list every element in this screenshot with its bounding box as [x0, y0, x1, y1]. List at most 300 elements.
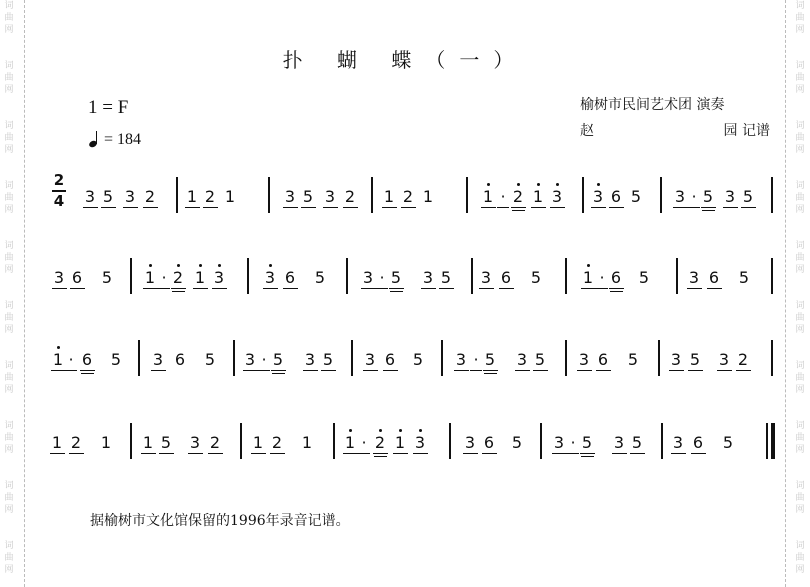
note-digit: 5 [102, 187, 114, 206]
underline-eighth [159, 453, 174, 454]
bar-line [130, 423, 132, 459]
underline-eighth [83, 207, 98, 208]
augmentation-dot: · [599, 268, 605, 287]
note-digit: 5 [511, 433, 523, 452]
watermark-char: 网 [795, 445, 805, 455]
underline-eighth [596, 288, 608, 289]
note [413, 423, 427, 463]
note [193, 258, 207, 298]
watermark-char: 曲 [4, 553, 14, 563]
bar-line [466, 177, 468, 213]
watermark-char: 曲 [4, 73, 14, 83]
underline-eighth [707, 288, 722, 289]
note [212, 258, 226, 298]
underline-eighth [373, 453, 388, 454]
underline-eighth [243, 370, 258, 371]
note-digit: 1 [144, 268, 156, 287]
score-row [0, 258, 810, 298]
note-digit: 3 [551, 187, 563, 206]
augmentation-dot: · [361, 433, 367, 452]
watermark-char: 词 [795, 1, 805, 11]
high-octave-dot [597, 183, 600, 186]
note-digit: 5 [722, 433, 734, 452]
note-digit: 2 [512, 187, 524, 206]
note [300, 423, 314, 463]
augmentation-dot: · [570, 433, 576, 452]
note [100, 258, 114, 298]
note-digit: 1 [301, 433, 313, 452]
note [151, 340, 165, 380]
high-octave-dot [487, 183, 490, 186]
underline-sixteenth [581, 456, 594, 457]
underline-eighth [52, 288, 67, 289]
underline-eighth [701, 207, 716, 208]
note-digit: 5 [689, 350, 701, 369]
key-signature: 1 = F [88, 97, 129, 118]
underline-eighth [283, 288, 298, 289]
note-digit: 5 [160, 433, 172, 452]
note [609, 177, 623, 217]
note [52, 258, 66, 298]
underline-eighth [552, 453, 567, 454]
bar-line [130, 258, 132, 294]
recorder-given-name: 园 记谱 [723, 123, 770, 139]
high-octave-dot [218, 264, 221, 267]
bar-line [676, 258, 678, 294]
watermark-char: 曲 [795, 253, 805, 263]
underline-eighth [158, 288, 170, 289]
note-digit: 3 [189, 433, 201, 452]
augmentation-dot: · [473, 350, 479, 369]
note [51, 340, 65, 380]
tempo-value: = 184 [104, 131, 142, 148]
note-digit: 5 [272, 350, 284, 369]
note [382, 177, 396, 217]
watermark-char: 曲 [795, 373, 805, 383]
underline-eighth [454, 370, 469, 371]
note-digit: 2 [70, 433, 82, 452]
note [533, 340, 547, 380]
underline-eighth [533, 370, 548, 371]
note-digit: 5 [322, 350, 334, 369]
bar-line [333, 423, 335, 459]
underline-sixteenth [374, 456, 387, 457]
note-digit: 6 [284, 268, 296, 287]
note-digit: 2 [344, 187, 356, 206]
watermark-char: 曲 [795, 13, 805, 23]
watermark-char: 曲 [4, 433, 14, 443]
note [669, 340, 683, 380]
note-digit: 5 [440, 268, 452, 287]
watermark-char: 词 [795, 121, 805, 131]
underline-eighth [382, 207, 397, 208]
note-digit: 3 [480, 268, 492, 287]
underline-eighth [258, 370, 270, 371]
note-digit: 3 [672, 433, 684, 452]
underline-eighth [171, 288, 186, 289]
note [343, 423, 357, 463]
underline-eighth [208, 453, 223, 454]
note [323, 177, 337, 217]
high-octave-dot [419, 429, 422, 432]
underline-eighth [151, 370, 166, 371]
watermark-char: 网 [795, 265, 805, 275]
watermark-char: 词 [4, 121, 14, 131]
note-digit: 6 [174, 350, 186, 369]
bar-line [371, 177, 373, 213]
underline-eighth [321, 370, 336, 371]
note-digit: 1 [532, 187, 544, 206]
bar-line [233, 340, 235, 376]
underline-eighth [270, 453, 285, 454]
note [69, 423, 83, 463]
note-digit: 5 [630, 187, 642, 206]
bar-line [771, 340, 773, 376]
tempo-marking [88, 131, 141, 149]
note [363, 340, 377, 380]
underline-eighth [479, 288, 494, 289]
note [482, 423, 496, 463]
bar-line [658, 340, 660, 376]
watermark-char: 曲 [795, 553, 805, 563]
high-octave-dot [177, 264, 180, 267]
watermark-stamp [793, 120, 807, 156]
augmentation-dot: · [68, 350, 74, 369]
watermark-stamp [2, 480, 16, 516]
underline-eighth [691, 453, 706, 454]
note-digit: 5 [627, 350, 639, 369]
underline-eighth [301, 207, 316, 208]
note [550, 177, 564, 217]
note-digit: 3 [724, 187, 736, 206]
bar-line [247, 258, 249, 294]
watermark-char: 词 [795, 61, 805, 71]
watermark-char: 网 [795, 85, 805, 95]
note-digit: 1 [422, 187, 434, 206]
underline-eighth [101, 207, 116, 208]
note [499, 258, 513, 298]
watermark-char: 网 [4, 85, 14, 95]
note [343, 177, 357, 217]
underline-eighth [688, 207, 700, 208]
underline-eighth [483, 370, 498, 371]
note-digit: 6 [610, 187, 622, 206]
note [673, 177, 687, 217]
underline-eighth [723, 207, 738, 208]
note [510, 423, 524, 463]
underline-eighth [193, 288, 208, 289]
bar-line [565, 258, 567, 294]
note [717, 340, 731, 380]
note [591, 177, 605, 217]
note [612, 423, 626, 463]
bar-line [661, 423, 663, 459]
underline-eighth [363, 370, 378, 371]
watermark-char: 词 [4, 421, 14, 431]
high-octave-dot [379, 429, 382, 432]
note-digit: 3 [516, 350, 528, 369]
note [421, 177, 435, 217]
note [439, 258, 453, 298]
underline-eighth [393, 453, 408, 454]
augmentation-dot: · [261, 350, 267, 369]
note-digit: 3 [213, 268, 225, 287]
watermark-char: 曲 [4, 253, 14, 263]
bar-line [449, 423, 451, 459]
performer-credit: 榆树市民间艺术团 演奏 [580, 97, 725, 113]
final-bar-line-thick [771, 423, 775, 459]
note [123, 177, 137, 217]
note-digit: 3 [284, 187, 296, 206]
note-digit: 1 [224, 187, 236, 206]
note-digit: 3 [264, 268, 276, 287]
note-digit: 3 [674, 187, 686, 206]
note [737, 258, 751, 298]
note [741, 177, 755, 217]
underline-eighth [511, 207, 526, 208]
note [283, 177, 297, 217]
underline-sixteenth [390, 291, 403, 292]
note [243, 340, 257, 380]
note-digit: 1 [383, 187, 395, 206]
underline-eighth [673, 207, 688, 208]
recorder-credit [580, 118, 770, 144]
note [581, 258, 595, 298]
underline-eighth [413, 453, 428, 454]
note [301, 177, 315, 217]
watermark-char: 词 [4, 481, 14, 491]
watermark-char: 网 [795, 205, 805, 215]
note-digit: 2 [271, 433, 283, 452]
note [270, 423, 284, 463]
note-digit: 6 [384, 350, 396, 369]
note [401, 177, 415, 217]
underline-eighth [609, 207, 624, 208]
note [629, 177, 643, 217]
underline-sixteenth [484, 373, 497, 374]
note [481, 177, 495, 217]
watermark-char: 曲 [4, 313, 14, 323]
note [577, 340, 591, 380]
note-digit: 6 [71, 268, 83, 287]
underline-eighth [271, 370, 286, 371]
underline-sixteenth [610, 291, 623, 292]
underline-eighth [499, 288, 514, 289]
note [383, 340, 397, 380]
underline-eighth [343, 453, 358, 454]
watermark-char: 网 [4, 145, 14, 155]
watermark-char: 曲 [795, 313, 805, 323]
note-digit: 5 [110, 350, 122, 369]
watermark-char: 词 [795, 181, 805, 191]
note [109, 340, 123, 380]
bar-line [540, 423, 542, 459]
underline-eighth [50, 453, 65, 454]
credits [580, 92, 770, 144]
underline-eighth [531, 207, 546, 208]
underline-eighth [303, 370, 318, 371]
note [141, 423, 155, 463]
note [361, 258, 375, 298]
final-bar-line-thin [766, 423, 768, 459]
note-digit: 3 [362, 268, 374, 287]
watermark-char: 曲 [795, 73, 805, 83]
note [688, 340, 702, 380]
page-title: 扑 蝴 蝶（一） [282, 48, 528, 72]
note [421, 258, 435, 298]
note-digit: 1 [582, 268, 594, 287]
underline-eighth [609, 288, 624, 289]
underline-eighth [389, 288, 404, 289]
note [223, 177, 237, 217]
note-digit: 5 [738, 268, 750, 287]
watermark-char: 词 [4, 361, 14, 371]
underline-sixteenth [81, 373, 94, 374]
note [208, 423, 222, 463]
note-digit: 5 [638, 268, 650, 287]
watermark-char: 曲 [4, 193, 14, 203]
watermark-char: 曲 [795, 493, 805, 503]
underline-eighth [482, 453, 497, 454]
underline-eighth [688, 370, 703, 371]
quarter-note-icon [88, 131, 100, 147]
underline-eighth [343, 207, 358, 208]
note-digit: 5 [702, 187, 714, 206]
watermark-char: 曲 [4, 133, 14, 143]
watermark-char: 词 [4, 1, 14, 11]
high-octave-dot [556, 183, 559, 186]
underline-eighth [185, 207, 200, 208]
underline-eighth [596, 370, 611, 371]
augmentation-dot: · [500, 187, 506, 206]
note-digit: 5 [302, 187, 314, 206]
note [671, 423, 685, 463]
note-digit: 5 [742, 187, 754, 206]
note [99, 423, 113, 463]
note [185, 177, 199, 217]
note [143, 258, 157, 298]
watermark-char: 网 [4, 445, 14, 455]
note [736, 340, 750, 380]
note [203, 177, 217, 217]
note-digit: 1 [344, 433, 356, 452]
high-octave-dot [269, 264, 272, 267]
watermark-stamp [793, 0, 807, 36]
note-digit: 1 [482, 187, 494, 206]
note-digit: 3 [53, 268, 65, 287]
underline-eighth [263, 288, 278, 289]
underline-sixteenth [512, 210, 525, 211]
underline-sixteenth [272, 373, 285, 374]
bar-line [268, 177, 270, 213]
note-digit: 3 [455, 350, 467, 369]
underline-eighth [515, 370, 530, 371]
underline-eighth [481, 207, 496, 208]
note [50, 423, 64, 463]
high-octave-dot [517, 183, 520, 186]
note-digit: 2 [144, 187, 156, 206]
note-digit: 3 [364, 350, 376, 369]
note [596, 340, 610, 380]
note-digit: 5 [314, 268, 326, 287]
underline-eighth [51, 370, 66, 371]
note-digit: 1 [252, 433, 264, 452]
watermark-char: 词 [4, 541, 14, 551]
bar-line [771, 177, 773, 213]
watermark-stamp [793, 480, 807, 516]
note [70, 258, 84, 298]
high-octave-dot [199, 264, 202, 267]
watermark-stamp [793, 300, 807, 336]
underline-eighth [69, 453, 84, 454]
underline-eighth [70, 288, 85, 289]
high-octave-dot [149, 264, 152, 267]
note-digit: 1 [51, 433, 63, 452]
watermark-char: 曲 [4, 13, 14, 23]
bar-line [351, 340, 353, 376]
underline-eighth [717, 370, 732, 371]
high-octave-dot [587, 264, 590, 267]
watermark-char: 网 [795, 145, 805, 155]
underline-eighth [439, 288, 454, 289]
watermark-stamp [793, 540, 807, 576]
watermark-char: 网 [4, 565, 14, 575]
note-digit: 2 [204, 187, 216, 206]
underline-eighth [323, 207, 338, 208]
note-digit: 1 [394, 433, 406, 452]
augmentation-dot: · [691, 187, 697, 206]
underline-eighth [567, 453, 579, 454]
underline-eighth [141, 453, 156, 454]
watermark-char: 曲 [795, 433, 805, 443]
note-digit: 3 [244, 350, 256, 369]
note-digit: 3 [670, 350, 682, 369]
underline-eighth [383, 370, 398, 371]
underline-eighth [741, 207, 756, 208]
note [159, 423, 173, 463]
note-digit: 1 [186, 187, 198, 206]
note-digit: 5 [101, 268, 113, 287]
bar-line [138, 340, 140, 376]
score-row [0, 423, 810, 463]
underline-eighth [65, 370, 77, 371]
note-digit: 5 [631, 433, 643, 452]
note [101, 177, 115, 217]
note [263, 258, 277, 298]
watermark-char: 网 [4, 205, 14, 215]
score-row [0, 177, 810, 217]
bar-line [660, 177, 662, 213]
watermark-char: 网 [795, 565, 805, 575]
underline-eighth [581, 288, 596, 289]
note-digit: 3 [84, 187, 96, 206]
note-digit: 5 [390, 268, 402, 287]
watermark-char: 词 [4, 61, 14, 71]
watermark-char: 网 [4, 325, 14, 335]
watermark-char: 词 [795, 541, 805, 551]
note [552, 423, 566, 463]
underline-eighth [550, 207, 565, 208]
note [251, 423, 265, 463]
note-digit: 1 [194, 268, 206, 287]
note [463, 423, 477, 463]
note-digit: 3 [324, 187, 336, 206]
underline-eighth [212, 288, 227, 289]
watermark-char: 词 [795, 241, 805, 251]
watermark-char: 网 [795, 385, 805, 395]
watermark-char: 词 [795, 361, 805, 371]
watermark-char: 词 [4, 181, 14, 191]
